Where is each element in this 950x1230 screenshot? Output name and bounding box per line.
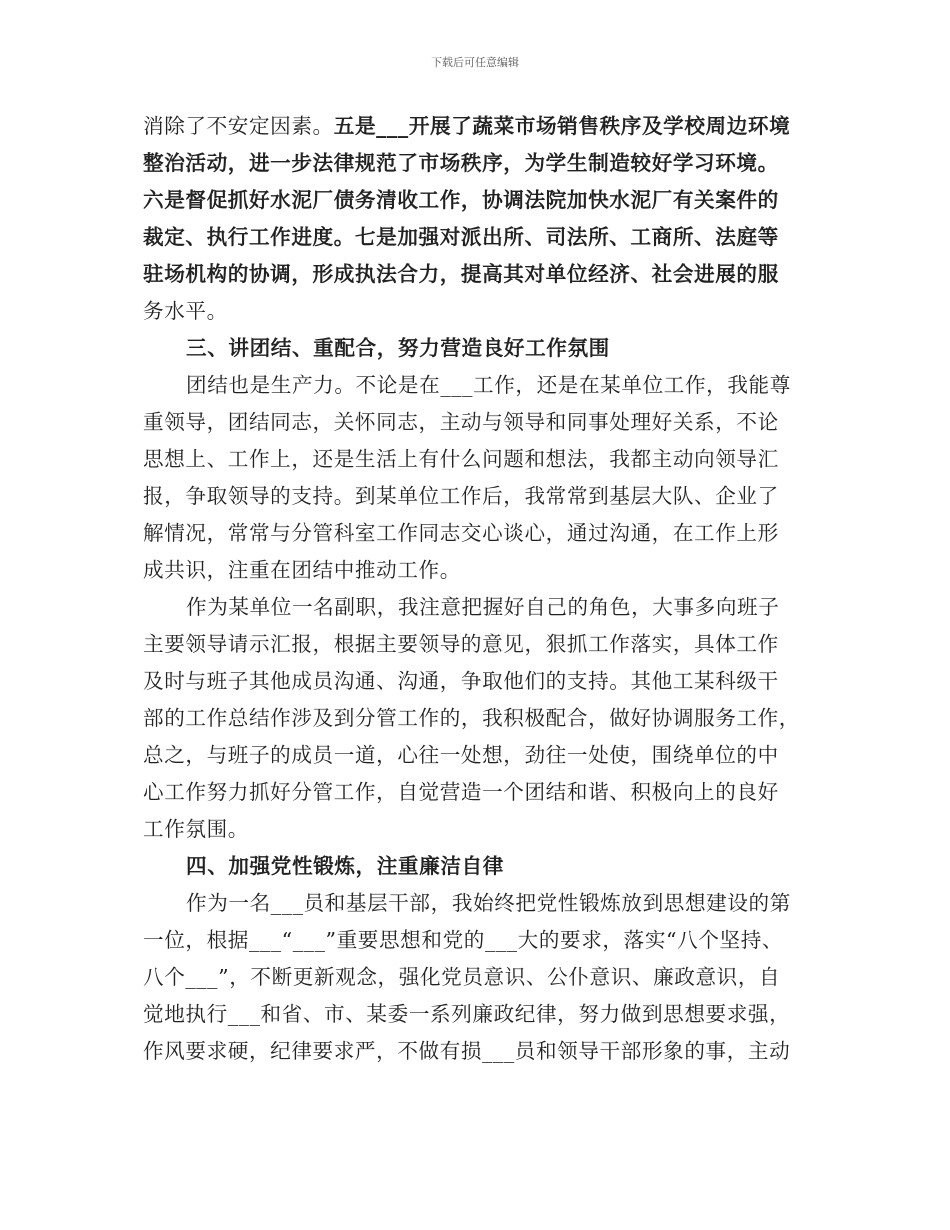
text-segment: 八个___”，不断更新观念，强化党员意识、公仆意识、廉政意识，自 — [143, 965, 781, 989]
text-segment: 作为某单位一名副职，我注意把握好自己的角色，大事多向班子 — [186, 595, 780, 619]
paragraph-line — [143, 700, 810, 737]
text-segment: 作风要求硬，纪律要求严，不做有损___员和领导干部形象的事，主动 — [143, 1039, 791, 1063]
document-body — [143, 108, 810, 1070]
paragraph-line — [143, 922, 810, 959]
paragraph-line — [143, 589, 810, 626]
text-segment: 及时与班子其他成员沟通、沟通，争取他们的支持。其他工某科级干 — [143, 669, 779, 693]
paragraph-line — [143, 552, 810, 589]
paragraph-line — [143, 256, 810, 293]
text-segment: 裁定、执行工作进度。七是加强对派出所、司法所、工商所、法庭等 — [143, 225, 779, 249]
paragraph-line — [143, 885, 810, 922]
text-segment: 成共识，注重在团结中推动工作。 — [143, 558, 461, 582]
text-segment: 驻场机构的协调，形成执法合力，提高其对单位经济、社会进展的服 — [143, 262, 779, 286]
text-segment: 团结也是生产力。不论是在___工作，还是在某单位工作，我能尊 — [186, 373, 791, 397]
paragraph-line — [143, 441, 810, 478]
paragraph-line — [143, 108, 810, 145]
paragraph-line — [143, 145, 810, 182]
section-heading — [143, 848, 810, 885]
paragraph-line — [143, 811, 810, 848]
paragraph-line — [143, 478, 810, 515]
text-segment: 报，争取领导的支持。到某单位工作后，我常常到基层大队、企业了 — [143, 484, 779, 508]
text-segment: 解情况，常常与分管科室工作同志交心谈心，通过沟通，在工作上形 — [143, 521, 779, 545]
paragraph-line — [143, 626, 810, 663]
page-header: 下载后可任意编辑 — [431, 56, 519, 69]
text-segment: 思想上、工作上，还是生活上有什么问题和想法，我都主动向领导汇 — [143, 447, 779, 471]
paragraph-line — [143, 367, 810, 404]
text-segment: 重领导，团结同志，关怀同志，主动与领导和同事处理好关系，不论 — [143, 410, 779, 434]
text-segment: 四、加强党性锻炼，注重廉洁自律 — [186, 854, 504, 878]
text-segment: 整治活动，进一步法律规范了市场秩序，为学生制造较好学习环境。 — [143, 151, 779, 175]
paragraph-line — [143, 182, 810, 219]
section-heading — [143, 330, 810, 367]
paragraph-line — [143, 959, 810, 996]
text-segment: 消除了不安定因素。 — [143, 114, 334, 138]
paragraph-line — [143, 774, 810, 811]
text-segment: 三、讲团结、重配合，努力营造良好工作氛围 — [186, 336, 610, 360]
paragraph-line — [143, 737, 810, 774]
text-segment: 务水平。 — [143, 299, 228, 323]
text-segment: 觉地执行___和省、市、某委一系列廉政纪律，努力做到思想要求强， — [143, 1002, 791, 1026]
paragraph-line — [143, 1033, 810, 1070]
text-segment: 五是___开展了蔬菜市场销售秩序及学校周边环境 — [333, 114, 791, 138]
paragraph-line — [143, 515, 810, 552]
paragraph-line — [143, 996, 810, 1033]
text-segment: 工作氛围。 — [143, 817, 249, 841]
text-segment: 作为一名___员和基层干部，我始终把党性锻炼放到思想建设的第 — [186, 891, 791, 915]
text-segment: 总之，与班子的成员一道，心往一处想，劲往一处使，围绕单位的中 — [143, 743, 779, 767]
text-segment: 心工作努力抓好分管工作，自觉营造一个团结和谐、积极向上的良好 — [143, 780, 779, 804]
text-segment: 六是督促抓好水泥厂债务清收工作，协调法院加快水泥厂有关案件的 — [143, 188, 779, 212]
paragraph-line — [143, 293, 810, 330]
paragraph-line — [143, 404, 810, 441]
paragraph-line — [143, 663, 810, 700]
paragraph-line — [143, 219, 810, 256]
text-segment: 一位，根据___“___”重要思想和党的___大的要求，落实“八个坚持、 — [143, 928, 784, 952]
text-segment: 部的工作总结作涉及到分管工作的，我积极配合，做好协调服务工作， — [143, 706, 801, 730]
text-segment: 主要领导请示汇报，根据主要领导的意见，狠抓工作落实，具体工作 — [143, 632, 779, 656]
